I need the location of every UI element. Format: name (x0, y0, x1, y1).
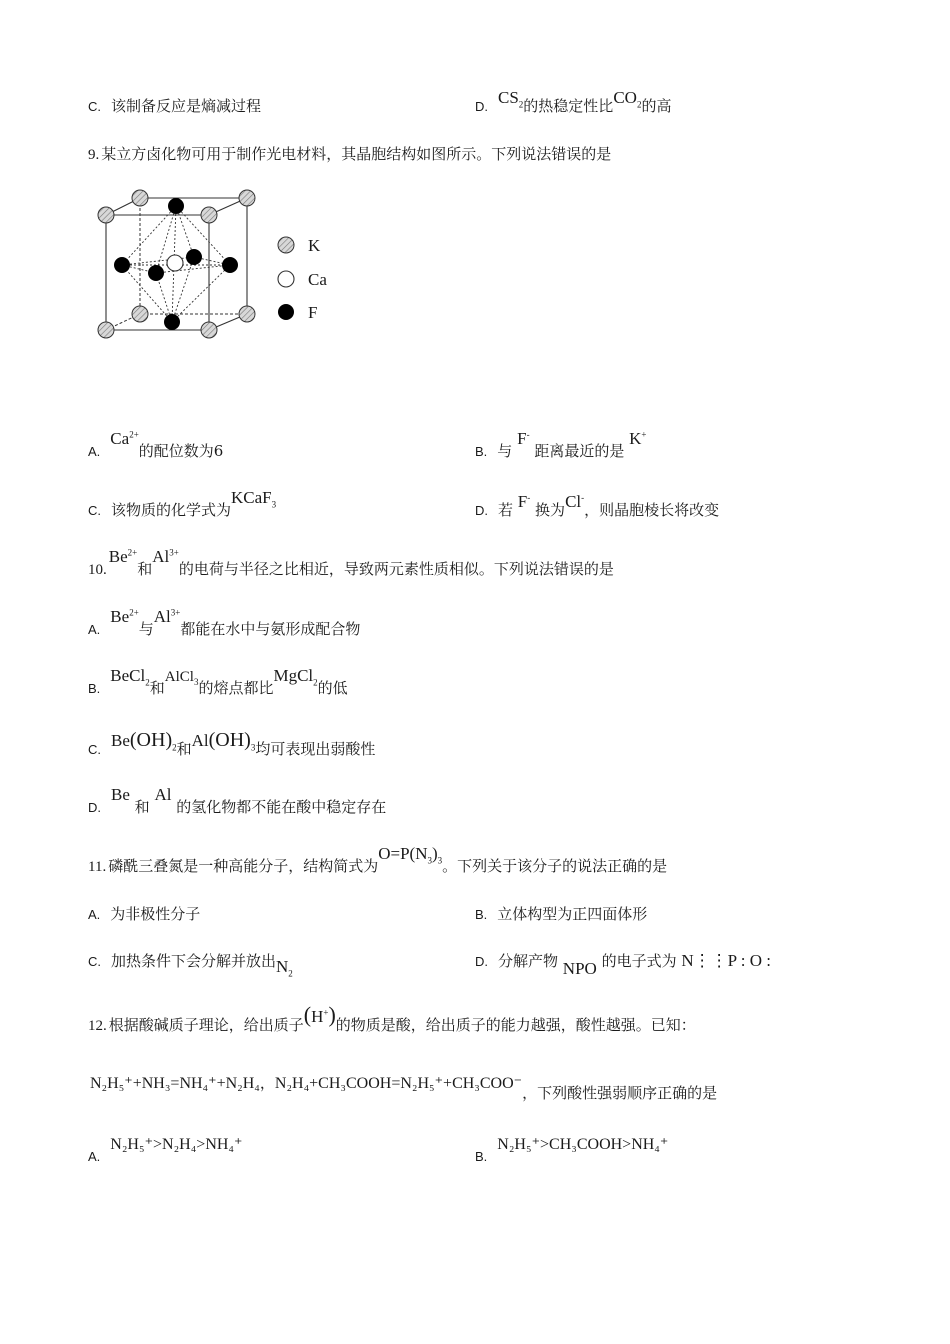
option-label: B. (88, 681, 101, 696)
q10-stem (88, 547, 614, 579)
q11-option-c (88, 950, 293, 979)
option-text: 的熔点都比 (198, 679, 274, 697)
option-label: A. (88, 907, 101, 922)
formula-npo: NPO (562, 959, 597, 978)
option-text: 分解产物 (498, 952, 559, 970)
q9-option-d (475, 492, 720, 520)
legend-label-f: F (308, 303, 318, 322)
option-text: ，则晶胞棱长将改变 (584, 501, 720, 519)
question-number: 11. (88, 859, 107, 875)
q9-option-b (475, 429, 647, 461)
legend-filled-circle-icon (278, 304, 294, 320)
q12-stem (88, 1002, 696, 1036)
q10-option-c (88, 729, 376, 760)
legend-hatched-circle-icon (278, 237, 294, 253)
formula-mgcl2: MgCl$_2$ (273, 666, 318, 688)
q10-option-b (88, 666, 348, 699)
option-text: 与 (138, 620, 154, 638)
option-text: 换为 (535, 501, 566, 519)
ion-k-plus: K+ (629, 429, 647, 448)
equation-1: N₂H₅⁺+NH₃=NH₄⁺+N₂H₄ (90, 1075, 260, 1092)
q10-option-a (88, 607, 361, 639)
ion-al3plus: $Al^{3+}$ (152, 547, 179, 566)
ion-be2plus: $Be^{2+}$ (108, 547, 138, 566)
question-number: 10. (88, 562, 107, 578)
formula-op-n3-3: $O=P(N_3)_3$ (378, 844, 443, 866)
equation-2: N₂H₄+CH₃COOH=N₂H₅⁺+CH₃COO⁻ (274, 1075, 523, 1092)
formula-al-oh-3: $Al(OH)_3$ (191, 729, 256, 753)
element-al: Al (154, 785, 172, 804)
question-text: 的物质是酸，给出质子的能力越强，酸性越强。已知： (335, 1016, 696, 1034)
ion-ca2plus: $Ca^{2+}$ (110, 429, 139, 448)
q9-option-c (88, 488, 277, 521)
ca-atom (167, 255, 183, 271)
option-text: 为非极性分子 (110, 905, 201, 923)
question-text: 根据酸碱质子理论，给出质子 (108, 1016, 304, 1034)
lewis-structure-npo: N⋮⋮P : O : (681, 951, 771, 970)
question-text: 。下列关于该分子的说法正确的是 (442, 857, 668, 875)
option-text: 该制备反应是熵减过程 (111, 97, 262, 115)
crystal-unit-cell-diagram (92, 185, 352, 350)
ion-f-minus: F- (517, 429, 530, 448)
ion-al3plus: $Al^{3+}$ (153, 607, 181, 626)
option-text: 的低 (317, 679, 348, 697)
option-text: 和 (149, 679, 165, 697)
option-label: C. (88, 99, 101, 114)
q11-option-b (475, 903, 647, 924)
ion-cl-minus: Cl- (565, 492, 585, 511)
formula-kcaf3: KCaF$_3$ (231, 488, 277, 510)
option-formula: N₂H₅⁺>N₂H₄>NH₄⁺ (110, 1136, 243, 1153)
question-number: 12. (88, 1018, 107, 1034)
question-number: 9. (88, 147, 100, 163)
option-text: 加热条件下会分解并放出 (111, 952, 277, 970)
q12-equations (90, 1072, 718, 1102)
option-text: 和 (176, 740, 192, 758)
legend-open-circle-icon (278, 271, 294, 287)
element-be: Be (111, 785, 130, 804)
question-text: 的电荷与半径之比相近，导致两元素性质相似。下列说法错误的是 (178, 560, 614, 578)
q12-option-a (88, 1134, 243, 1164)
option-label: C. (88, 742, 101, 757)
option-label: B. (475, 444, 488, 459)
option-text: 都能在水中与氨形成配合物 (180, 620, 361, 638)
option-label: D. (475, 503, 488, 518)
option-text: 的氢化物都不能在酸中稳定存在 (176, 798, 387, 816)
option-label: C. (88, 954, 101, 969)
q8-option-d (475, 88, 672, 117)
option-label: C. (88, 503, 101, 518)
option-label: A. (88, 622, 101, 637)
option-label: D. (475, 99, 488, 114)
q9-option-a (88, 429, 224, 461)
option-text: 的电子式为 (601, 952, 677, 970)
formula-co2: $CO_2$ (613, 88, 642, 110)
option-text: 该物质的化学式为 (111, 501, 232, 519)
option-text: 距离最近的是 (534, 442, 625, 460)
q11-stem (88, 844, 668, 877)
separator: ， (259, 1074, 275, 1092)
q9-stem (88, 143, 611, 164)
q11-option-a (88, 903, 200, 924)
question-text: 某立方卤化物可用于制作光电材料，其晶胞结构如图所示。下列说法错误的是 (101, 145, 612, 163)
option-text: 的高 (641, 97, 672, 115)
option-text: 的配位数为6 (138, 442, 224, 460)
option-label: B. (475, 1149, 488, 1164)
formula-cs2: $CS_2$ (498, 88, 524, 110)
legend-label-ca: Ca (308, 270, 327, 289)
option-text: 均可表现出弱酸性 (255, 740, 376, 758)
option-text: 的热稳定性比 (523, 97, 614, 115)
proton-h-plus: (H+) (303, 1002, 336, 1027)
formula-alcl3: AlCl$_3$ (164, 669, 199, 687)
q10-option-d (88, 785, 387, 817)
formula-be-oh-2: $Be(OH)_2$ (111, 729, 177, 753)
option-formula: N₂H₅⁺>CH₃COOH>NH₄⁺ (497, 1136, 669, 1153)
formula-n2: $N_2$ (276, 957, 293, 979)
q8-option-c (88, 95, 261, 116)
q11-option-d (475, 950, 771, 978)
option-label: A. (88, 444, 101, 459)
legend-label-k: K (308, 236, 321, 255)
option-label: A. (88, 1149, 101, 1164)
ion-be2plus: $Be^{2+}$ (110, 607, 139, 626)
ion-f-minus: F- (517, 492, 531, 511)
question-text: 磷酰三叠氮是一种高能分子，结构简式为 (108, 857, 379, 875)
option-text: 与 (497, 442, 513, 460)
option-label: D. (475, 954, 488, 969)
q12-option-b (475, 1134, 669, 1164)
option-text: 和 (134, 798, 150, 816)
formula-becl2: BeCl$_2$ (110, 666, 150, 688)
option-label: D. (88, 800, 101, 815)
option-label: B. (475, 907, 488, 922)
option-text: 若 (498, 501, 514, 519)
question-text: ，下列酸性强弱顺序正确的是 (522, 1084, 718, 1102)
question-text: 和 (137, 560, 153, 578)
option-text: 立体构型为正四面体形 (497, 905, 648, 923)
